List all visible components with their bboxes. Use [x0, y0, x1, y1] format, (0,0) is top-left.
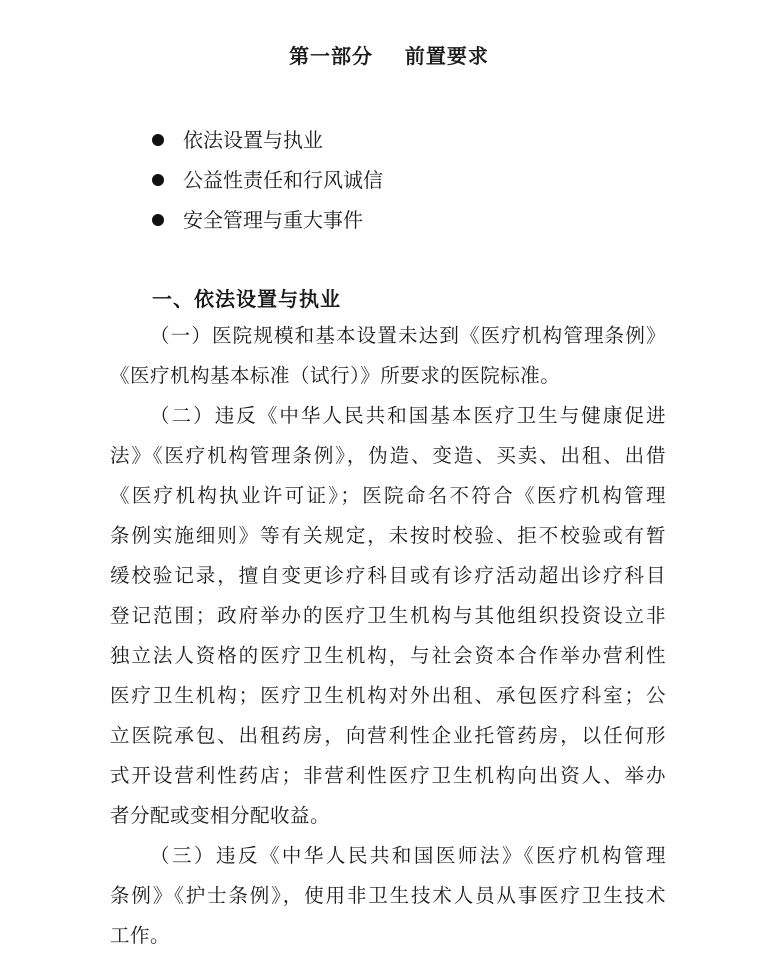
- bullet-text: 安全管理与重大事件: [183, 208, 363, 232]
- paragraph-line: 条例》《护士条例》，使用非卫生技术人员从事医疗卫生技术: [110, 884, 666, 907]
- bullet-text: 公益性责任和行风诚信: [183, 168, 383, 192]
- paragraph-line: （二）违反《中华人民共和国基本医疗卫生与健康促进: [150, 404, 666, 427]
- paragraph-2: [110, 396, 666, 836]
- bullet-item: [152, 120, 383, 160]
- paragraph-line: 工作。: [110, 924, 171, 947]
- paragraph-line: 《医疗机构执业许可证》；医院命名不符合《医疗机构管理: [110, 484, 666, 507]
- bullet-dot-icon: [152, 214, 164, 226]
- requirements-bullet-list: [152, 120, 383, 240]
- paragraph-line: 条例实施细则》等有关规定，未按时校验、拒不校验或有暂: [110, 524, 666, 547]
- paragraph-line: 者分配或变相分配收益。: [110, 804, 331, 827]
- bullet-item: [152, 200, 383, 240]
- section-heading: 一、依法设置与执业: [152, 287, 341, 311]
- paragraph-line: （一）医院规模和基本设置未达到《医疗机构管理条例》: [150, 324, 666, 347]
- bullet-text: 依法设置与执业: [183, 128, 323, 152]
- paragraph-line: （三）违反《中华人民共和国医师法》《医疗机构管理: [150, 844, 666, 867]
- paragraph-line: 缓校验记录，擅自变更诊疗科目或有诊疗活动超出诊疗科目: [110, 564, 666, 587]
- paragraph-1: [110, 316, 666, 396]
- paragraph-line: 登记范围；政府举办的医疗卫生机构与其他组织投资设立非: [110, 604, 666, 627]
- paragraph-line: 独立法人资格的医疗卫生机构，与社会资本合作举办营利性: [110, 644, 666, 667]
- paragraph-line: 医疗卫生机构；医疗卫生机构对外出租、承包医疗科室；公: [110, 684, 666, 707]
- paragraph-line: 法》《医疗机构管理条例》，伪造、变造、买卖、出租、出借: [110, 444, 666, 467]
- paragraph-line: 《医疗机构基本标准（试行）》所要求的医院标准。: [110, 364, 561, 387]
- paragraph-3: [110, 836, 666, 956]
- bullet-dot-icon: [152, 134, 164, 146]
- bullet-item: [152, 160, 383, 200]
- paragraph-line: 式开设营利性药店；非营利性医疗卫生机构向出资人、举办: [110, 764, 666, 787]
- paragraph-line: 立医院承包、出租药房，向营利性企业托管药房，以任何形: [110, 724, 666, 747]
- page-title: 第一部分 前置要求: [289, 44, 489, 68]
- bullet-dot-icon: [152, 174, 164, 186]
